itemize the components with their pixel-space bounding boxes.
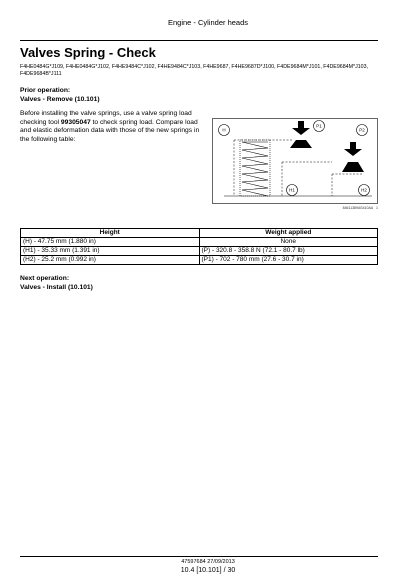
- prior-operation-heading: Prior operation:: [20, 87, 71, 94]
- footer-rule: [20, 556, 378, 557]
- header-rule: [20, 40, 378, 41]
- model-list: F4HE0484G*J109, F4HE0484G*J102, F4HE9484C*J102, F4HE9484C*J103, F4HE9687, F4HE9687D*J100, F4DE9684M*J101, F4DE9684M*J103, F4DE9684B*J111: [20, 64, 369, 77]
- weight-p1: [290, 121, 312, 148]
- cell-height: (H2) - 25.2 mm (0.992 in): [21, 256, 200, 265]
- page-title: Valves Spring - Check: [20, 45, 156, 60]
- figure-number: 1: [376, 206, 378, 210]
- figure-code: 84611389AS410AA: [342, 206, 374, 210]
- figure-caption: [212, 206, 378, 210]
- label-h2: H2: [361, 187, 367, 193]
- label-p1: P1: [316, 123, 322, 129]
- cell-weight: None: [199, 238, 378, 247]
- instruction-text-pre: Before installing the valve springs, use a valve spring load checking tool: [20, 110, 192, 126]
- page-header: Engine - Cylinder heads: [167, 18, 249, 27]
- footer-doc-number: 47597684 27/09/2013: [181, 559, 235, 565]
- footer-page-number: 10.4 [10.101] / 30: [180, 567, 236, 574]
- weight-p2: [342, 142, 364, 172]
- spring-data-table: [20, 228, 378, 265]
- table-row: [21, 238, 378, 247]
- next-operation-heading: Next operation:: [20, 275, 70, 282]
- cell-weight: (P1) - 702 - 780 mm (27.6 - 30.7 in): [199, 256, 378, 265]
- spring-check-diagram: [212, 118, 378, 204]
- cell-height: (H1) - 35.33 mm (1.391 in): [21, 247, 200, 256]
- next-operation-link[interactable]: Valves - Install (10.101): [20, 284, 93, 291]
- column-header-weight: Weight applied: [199, 229, 378, 238]
- column-header-height: Height: [21, 229, 200, 238]
- tool-number: 99305047: [60, 118, 91, 126]
- label-h: H: [222, 127, 226, 133]
- prior-operation-link[interactable]: Valves - Remove (10.101): [20, 96, 100, 103]
- instruction-text-post: to check spring load. Compare load and elastic deformation data with those of the new springs in the following table:: [20, 118, 200, 143]
- table-row: [21, 256, 378, 265]
- spring-coils: [240, 140, 270, 196]
- label-p2: P2: [359, 127, 365, 133]
- cell-height: (H) - 47.75 mm (1.880 in): [21, 238, 200, 247]
- instruction-paragraph: [20, 110, 202, 144]
- table-row: [21, 247, 378, 256]
- cell-weight: (P) - 320.8 - 358.8 N (72.1 - 80.7 lb): [199, 247, 378, 256]
- label-h1: H1: [289, 187, 295, 193]
- table-header-row: [21, 229, 378, 238]
